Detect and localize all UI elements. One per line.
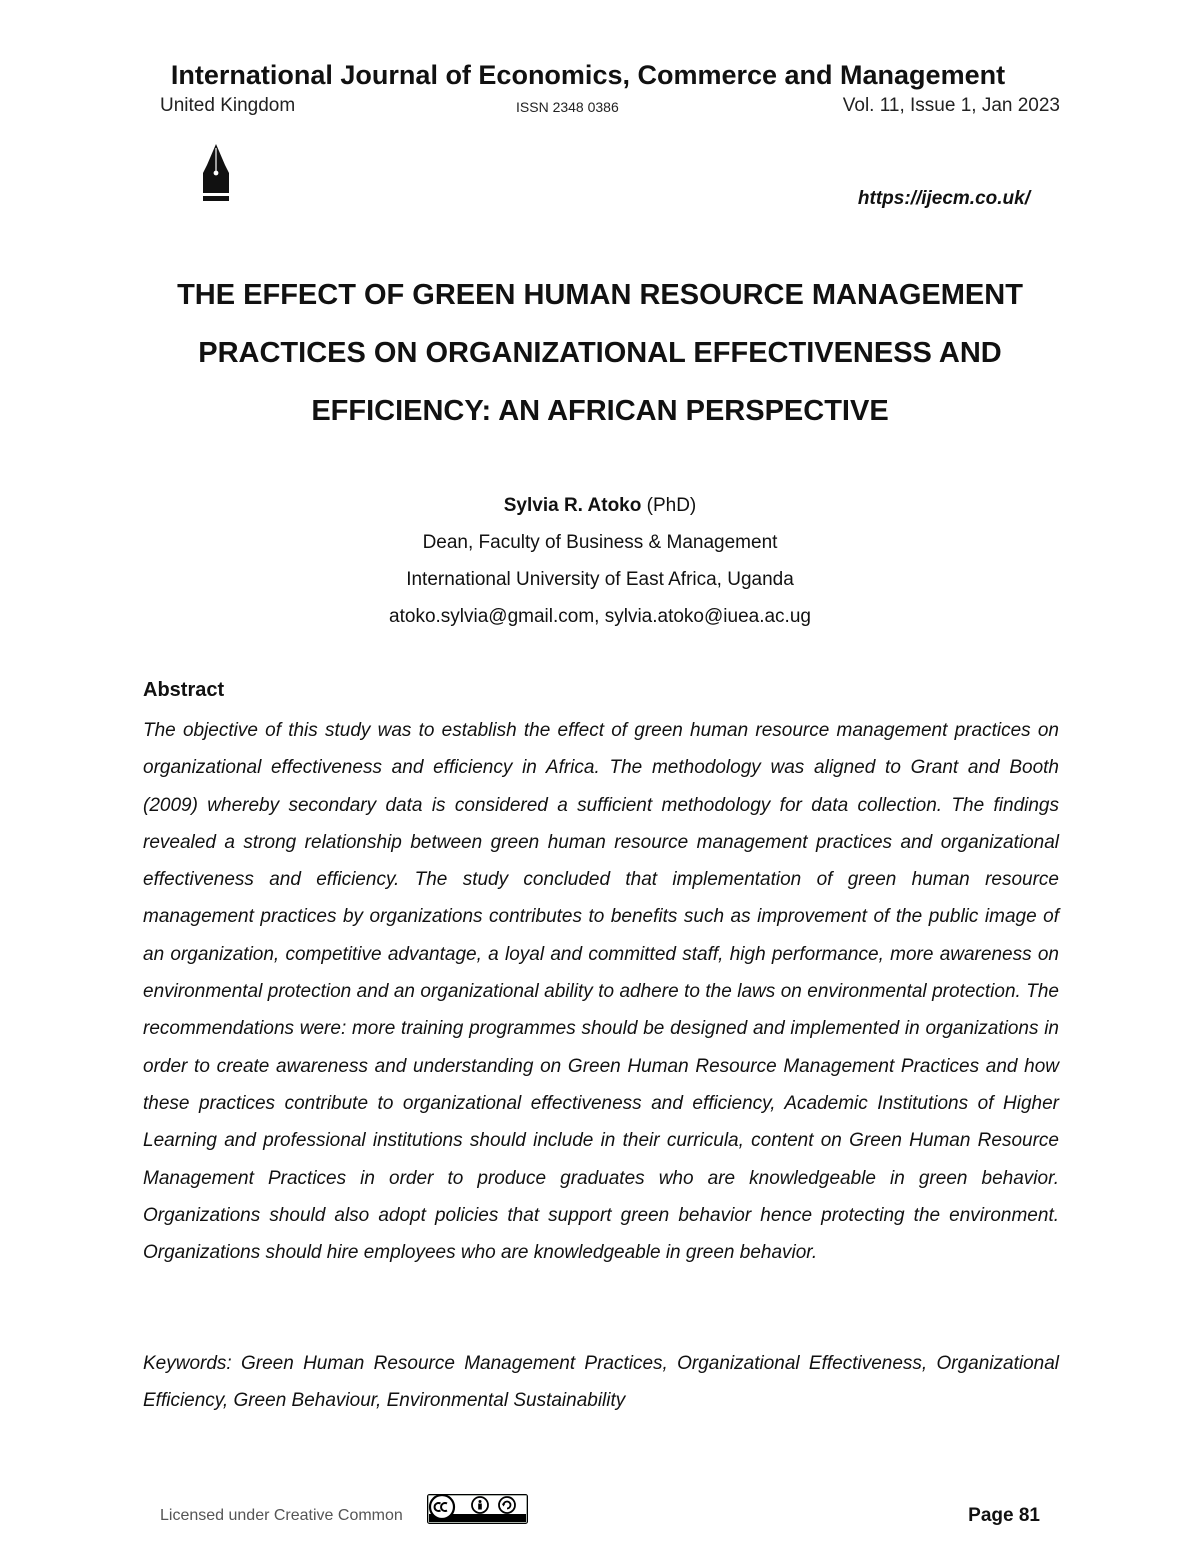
abstract-body: The objective of this study was to establish the effect of green human resource management practices on organizational effectiveness and efficiency in Africa. The methodology was aligned to Grant and Booth (2009) whereby secondary data is considered a sufficient methodology for data collection. The findings revealed a strong relationship between green human resource management practices and organizational effectiveness and efficiency. The study concluded that implementation of green human resource management practices by organizations contributes to benefits such as improvement of the public image of an organization, competitive advantage, a loyal and committed staff, high performance, more awareness on environmental protection and an organizational ability to adhere to the laws on environmental protection. The recommendations were: more training programmes should be designed and implemented in organizations in order to create awareness and understanding on Green Human Resource Management Practices and how these practices contribute to organizational effectiveness and efficiency, Academic Institutions of Higher Learning and professional institutions should include in their curricula, content on Green Human Resource Management Practices in order to produce graduates who are knowledgeable in green behavior. Organizations should also adopt policies that support green behavior hence protecting the environment. Organizations should hire employees who are knowledgeable in green behavior.	[143, 720, 1059, 1264]
journal-issn: ISSN 2348 0386	[516, 99, 619, 115]
fountain-pen-nib-icon	[198, 143, 234, 207]
journal-country: United Kingdom	[160, 95, 296, 116]
license-text: Licensed under Creative Common	[160, 1507, 403, 1524]
keywords: Keywords: Green Human Resource Management Practices, Organizational Effectiveness, Organizational Efficiency, Green Behaviour, Environmental Sustainability	[143, 1353, 1059, 1412]
author-block	[100, 487, 1100, 635]
paper-title-line: EFFICIENCY: AN AFRICAN PERSPECTIVE	[311, 395, 889, 427]
abstract-heading: Abstract	[143, 679, 225, 701]
creative-commons-by-sa-icon[interactable]	[427, 1494, 528, 1524]
author-position: Dean, Faculty of Business & Management	[422, 532, 778, 553]
author-line	[100, 487, 1100, 524]
page-number: Page 81	[968, 1505, 1040, 1526]
author-emails: atoko.sylvia@gmail.com, sylvia.atoko@iuea.ac.ug	[389, 606, 811, 627]
journal-title: International Journal of Economics, Commerce and Management	[170, 60, 1006, 90]
author-institution: International University of East Africa, Uganda	[406, 569, 794, 590]
author-name: Sylvia R. Atoko	[503, 495, 642, 516]
paper-title-line: PRACTICES ON ORGANIZATIONAL EFFECTIVENESS AND	[198, 337, 1002, 369]
paper-title-line: THE EFFECT OF GREEN HUMAN RESOURCE MANAGEMENT	[177, 279, 1023, 311]
journal-url-link[interactable]: https://ijecm.co.uk/	[857, 188, 1030, 209]
journal-volume: Vol. 11, Issue 1, Jan 2023	[842, 95, 1060, 116]
author-degree: (PhD)	[646, 495, 697, 516]
paper-title	[100, 266, 1100, 440]
